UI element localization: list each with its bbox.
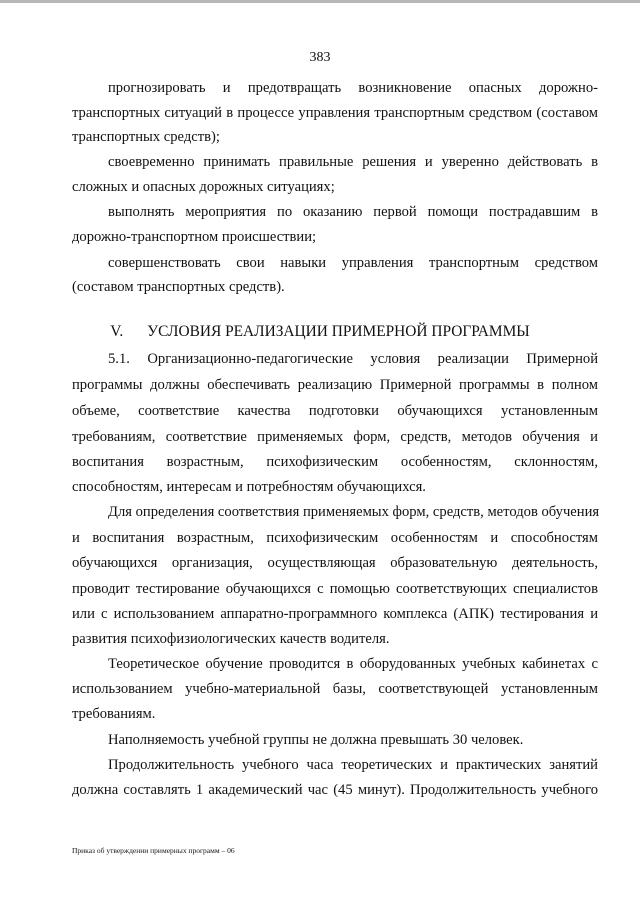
text-line: дорожно-транспортном происшествии; xyxy=(72,229,317,245)
text-line: прогнозировать и предотвращать возникновение опасных дорожно- xyxy=(108,80,598,96)
text-line: выполнять мероприятия по оказанию первой помощи пострадавшим в xyxy=(108,204,598,220)
text-line: использованием учебно-материальной базы, соответствующей установленным xyxy=(72,681,598,697)
text-line: обучающихся организация, осуществляющая образовательную деятельность, xyxy=(72,555,598,571)
text-line: совершенствовать свои навыки управления транспортным средством xyxy=(108,255,598,271)
text-line: воспитания возрастным, психофизическим особенностям, склонностям, xyxy=(72,454,598,470)
text-line: 5.1. Организационно-педагогические условия реализации Примерной xyxy=(108,351,598,367)
text-line: объеме, соответствие качества подготовки обучающихся установленным xyxy=(72,403,598,419)
text-line: проводит тестирование обучающихся с помощью соответствующих специалистов xyxy=(72,581,598,597)
text-line: программы должны обеспечивать реализацию Примерной программы в полном xyxy=(72,377,598,393)
text-line: Наполняемость учебной группы не должна превышать 30 человек. xyxy=(108,732,524,748)
text-line: требованиям, соответствие применяемых форм, средств, методов обучения и xyxy=(72,429,598,445)
text-line: своевременно принимать правильные решения и уверенно действовать в xyxy=(108,154,598,170)
text-line: Продолжительность учебного часа теоретических и практических занятий xyxy=(108,757,598,773)
text-line: требованиям. xyxy=(72,706,156,722)
text-line: транспортных ситуаций в процессе управления транспортным средством (составом xyxy=(72,105,598,121)
text-line: или с использованием аппаратно-программного комплекса (АПК) тестирования и xyxy=(72,606,598,622)
text-line: и воспитания возрастным, психофизическим особенностям и способностям xyxy=(72,530,598,546)
text-line: должна составлять 1 академический час (45 минут). Продолжительность учебного xyxy=(72,782,598,798)
section-heading xyxy=(0,322,640,342)
text-line: транспортных средств); xyxy=(72,129,220,145)
scan-top-edge xyxy=(0,0,640,3)
section-title: УСЛОВИЯ РЕАЛИЗАЦИИ ПРИМЕРНОЙ ПРОГРАММЫ xyxy=(147,323,530,340)
text-line: развития психофизиологических качеств водителя. xyxy=(72,631,390,647)
page-number: 383 xyxy=(309,50,331,65)
text-line: сложных и опасных дорожных ситуациях; xyxy=(72,179,335,195)
section-number: V. xyxy=(110,323,124,340)
text-line: способностям, интересам и потребностям обучающихся. xyxy=(72,479,426,495)
footer-note: Приказ об утверждении примерных программ – 06 xyxy=(72,846,235,855)
text-line: (составом транспортных средств). xyxy=(72,279,285,295)
text-line: Теоретическое обучение проводится в оборудованных учебных кабинетах с xyxy=(108,656,598,672)
text-line: Для определения соответствия применяемых форм, средств, методов обучения xyxy=(108,504,600,520)
